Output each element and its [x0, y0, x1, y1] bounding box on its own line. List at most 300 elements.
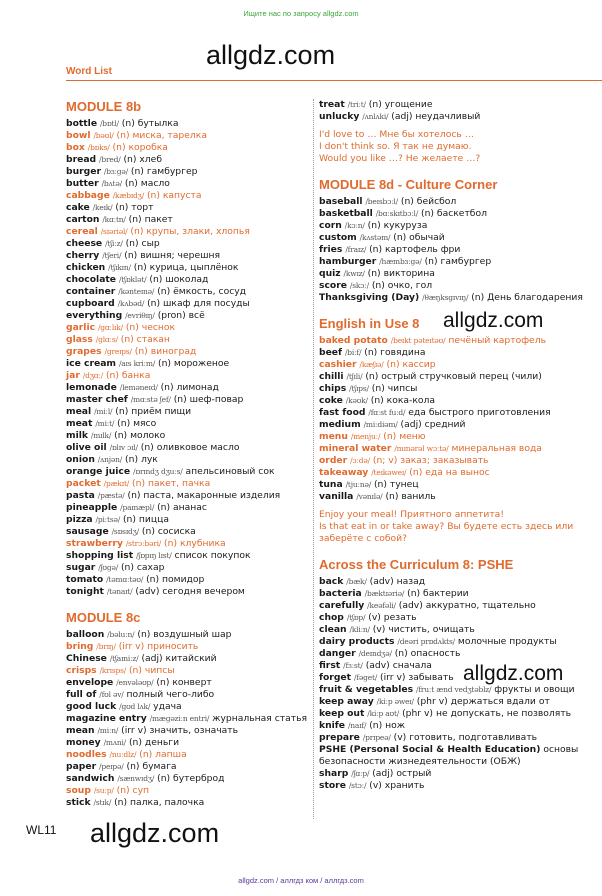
transcription: /tʃɒp/ — [346, 613, 366, 622]
translation: лапша — [155, 749, 187, 760]
entry-list — [319, 335, 602, 503]
headword: baseball — [319, 196, 363, 207]
headword: cereal — [66, 226, 98, 237]
headword: mean — [66, 725, 95, 736]
part-of-speech: (n) — [124, 178, 138, 189]
translation: хранить — [384, 780, 425, 791]
headword: coke — [319, 395, 343, 406]
word-entry — [66, 118, 310, 130]
part-of-speech: (n) — [121, 118, 135, 129]
transcription: /beɪsbɔːl/ — [365, 197, 398, 206]
transcription: /hæmbɜːgə/ — [379, 257, 422, 266]
transcription: /bəluːn/ — [107, 630, 135, 639]
word-entry — [66, 370, 310, 382]
translation: ананас — [173, 502, 207, 513]
word-entry — [319, 280, 602, 292]
word-entry — [66, 653, 310, 665]
headword: envelope — [66, 677, 114, 688]
translation: журнальная статья — [212, 713, 308, 724]
translation: оливковое масло — [156, 442, 240, 453]
word-entry — [319, 576, 602, 588]
part-of-speech: (n) — [127, 490, 141, 501]
transcription: /evriθɪŋ/ — [125, 311, 155, 320]
translation: коробка — [128, 142, 168, 153]
transcription: /mɪnərəl wɔːtə/ — [394, 444, 449, 453]
section-heading: MODULE 8d - Culture Corner — [319, 177, 498, 192]
headword: olive oil — [66, 442, 107, 453]
translation: гамбургер — [440, 256, 492, 267]
headword: knife — [319, 720, 346, 731]
translation: аккуратно, тщательно — [425, 600, 536, 611]
word-entry — [66, 238, 310, 250]
translation: тунец — [389, 479, 419, 490]
headword: grapes — [66, 346, 102, 357]
translation: резать — [383, 612, 417, 623]
translation: печёный картофель — [448, 335, 546, 346]
phrase-list — [319, 509, 602, 545]
part-of-speech: (n) — [134, 346, 148, 357]
word-entry — [66, 586, 310, 598]
headword: paper — [66, 761, 97, 772]
headword: corn — [319, 220, 342, 231]
transcription: /mægəziːn entri/ — [149, 714, 210, 723]
transcription: /keəfəli/ — [367, 601, 396, 610]
transcription: /ʃɒpɪŋ lɪst/ — [136, 551, 172, 560]
headword: tomato — [66, 574, 104, 585]
watermark-lower-right: allgdz.com — [463, 662, 564, 685]
word-entry — [66, 797, 310, 809]
translation: деньги — [144, 737, 180, 748]
headword: beef — [319, 347, 343, 358]
translation: День благодарения — [487, 292, 583, 303]
transcription: /kwɪz/ — [343, 269, 365, 278]
word-entry — [319, 720, 602, 732]
word-entry — [66, 490, 310, 502]
transcription: /ʃɑːp/ — [351, 769, 370, 778]
header-rule — [66, 80, 602, 81]
headword: keep out — [319, 708, 365, 719]
part-of-speech: (n) — [128, 214, 142, 225]
transcription: /kiːp aʊt/ — [367, 709, 400, 718]
transcription: /sɪəriəl/ — [100, 227, 128, 236]
headword: cherry — [66, 250, 100, 261]
transcription: /tʃaɪniːz/ — [109, 654, 139, 663]
section-heading: Across the Curriculum 8: PSHE — [319, 557, 514, 572]
translation: приём пищи — [131, 406, 192, 417]
translation: хлеб — [139, 154, 163, 165]
word-entry — [319, 256, 602, 268]
translation: острый стручковый перец (чили) — [381, 371, 542, 382]
headword: keep away — [319, 696, 374, 707]
part-of-speech: (n) — [156, 677, 170, 688]
transcription: /tʃɪps/ — [349, 384, 369, 393]
transcription: /aɪs kriːm/ — [118, 359, 156, 368]
word-entry — [66, 346, 310, 358]
transcription: /kæʃɪə/ — [359, 360, 384, 369]
headword: Thanksgiving (Day) — [319, 292, 420, 303]
watermark-bottom: allgdz.com — [90, 818, 220, 848]
headword: bacteria — [319, 588, 362, 599]
word-entry — [66, 262, 310, 274]
word-entry — [319, 395, 602, 407]
transcription: /sɒsɪdʒ/ — [111, 527, 139, 536]
part-of-speech: (n) — [364, 347, 378, 358]
word-entry — [319, 636, 602, 648]
part-of-speech: (n) — [373, 479, 387, 490]
transcription: /ʌnlʌki/ — [362, 112, 389, 121]
translation: масло — [140, 178, 170, 189]
translation: еда на вынос — [425, 467, 490, 478]
word-entry — [319, 455, 602, 467]
headword: crisps — [66, 665, 97, 676]
headword: quiz — [319, 268, 341, 279]
word-entry — [66, 526, 310, 538]
phrase-list — [319, 129, 602, 165]
part-of-speech: (n) — [146, 574, 160, 585]
headword: onion — [66, 454, 95, 465]
headword: menu — [319, 431, 348, 442]
headword: container — [66, 286, 116, 297]
part-of-speech: (n) — [368, 99, 382, 110]
headword: chilli — [319, 371, 344, 382]
word-entry — [66, 334, 310, 346]
part-of-speech: (n) — [126, 761, 140, 772]
translation: сахар — [136, 562, 165, 573]
phrase-line: Would you like …? Не желаете …? — [319, 153, 481, 164]
headword: clean — [319, 624, 347, 635]
transcription: /bæktɪəriə/ — [364, 589, 405, 598]
headword: full of — [66, 689, 97, 700]
part-of-speech: (n) — [365, 371, 379, 382]
headword: baked potato — [319, 335, 388, 346]
column-divider — [313, 99, 314, 819]
word-entry — [319, 220, 602, 232]
phrase-line: I'd love to … Мне бы хотелось … — [319, 129, 474, 140]
part-of-speech: (adv) — [365, 660, 390, 671]
part-of-speech: (n) — [371, 280, 385, 291]
transcription: /gɑːlɪk/ — [97, 323, 123, 332]
translation: пакет, пачка — [147, 478, 211, 489]
part-of-speech: (v) — [393, 732, 407, 743]
transcription: /bɜːgə/ — [103, 167, 128, 176]
transcription: /tʃeri/ — [102, 251, 122, 260]
translation: приносить — [147, 641, 199, 652]
transcription: /ɒlɪv ɔɪl/ — [109, 443, 138, 452]
transcription: /peɪpə/ — [99, 762, 124, 771]
word-entry — [319, 407, 602, 419]
word-entry — [319, 196, 602, 208]
transcription: /biːf/ — [344, 348, 362, 357]
part-of-speech: (n) — [369, 244, 383, 255]
translation: удача — [153, 701, 182, 712]
entry-list — [66, 118, 310, 598]
phrase-line: I don't think so. Я так не думаю. — [319, 141, 472, 152]
part-of-speech: (n) — [115, 406, 129, 417]
word-entry — [319, 111, 602, 123]
transcription: /tʃɪli/ — [346, 372, 363, 381]
transcription: /stɔː/ — [348, 781, 367, 790]
headword: noodles — [66, 749, 107, 760]
section-heading: English in Use 8 — [319, 316, 420, 331]
word-entry — [66, 502, 310, 514]
transcription: /tənaɪt/ — [106, 587, 133, 596]
part-of-speech: (n) — [114, 797, 128, 808]
transcription: /bʌtə/ — [101, 179, 122, 188]
translation: пицца — [138, 514, 169, 525]
headword: forget — [319, 672, 352, 683]
transcription: /mʌni/ — [103, 738, 127, 747]
word-entry — [319, 467, 602, 479]
headword: cashier — [319, 359, 357, 370]
word-entry — [66, 574, 310, 586]
transcription: /fruːt ænd vedʒtəblz/ — [416, 685, 492, 694]
entry-list — [319, 99, 602, 123]
headword: sausage — [66, 526, 109, 537]
transcription: /kliːn/ — [349, 625, 370, 634]
transcription: /vənɪlə/ — [356, 492, 383, 501]
translation: бейсбол — [416, 196, 457, 207]
headword: soup — [66, 785, 91, 796]
word-entry — [66, 214, 310, 226]
part-of-speech: (n) — [367, 268, 381, 279]
footer-links[interactable]: allgdz.com / аллгдз ком / аллгдз.com — [238, 876, 364, 885]
word-entry — [66, 394, 310, 406]
part-of-speech: (n) — [133, 262, 147, 273]
right-column — [319, 99, 602, 792]
transcription: /teɪkəweɪ/ — [371, 468, 407, 477]
part-of-speech: (n) — [130, 226, 144, 237]
translation: молочные продукты — [457, 636, 557, 647]
part-of-speech: (irr v) — [380, 672, 406, 683]
word-entry — [66, 773, 310, 785]
word-entry — [66, 190, 310, 202]
phrase-line: Is that eat in or take away? Вы будете есть здесь или заберёте с собой? — [319, 521, 574, 544]
word-entry — [66, 677, 310, 689]
part-of-speech: (n) — [367, 220, 381, 231]
transcription: /fɜːst/ — [343, 661, 363, 670]
section-8c — [66, 610, 310, 809]
headword: magazine entry — [66, 713, 147, 724]
transcription: /envələʊp/ — [116, 678, 154, 687]
translation: гамбургер — [146, 166, 198, 177]
part-of-speech: (n) — [120, 334, 134, 345]
headword: strawberry — [66, 538, 123, 549]
part-of-speech: (n) — [157, 286, 171, 297]
translation: чеснок — [141, 322, 176, 333]
transcription: /suːp/ — [93, 786, 114, 795]
word-entry — [319, 208, 602, 220]
headword: first — [319, 660, 341, 671]
word-entry — [319, 244, 602, 256]
translation: чипсы — [144, 665, 175, 676]
headword: butter — [66, 178, 99, 189]
part-of-speech: (n) — [160, 382, 174, 393]
word-entry — [66, 418, 310, 430]
section-8d — [319, 177, 602, 304]
part-of-speech: (irr v) — [121, 725, 147, 736]
part-of-speech: (n) — [173, 394, 187, 405]
part-of-speech: (n) — [112, 142, 126, 153]
word-entry — [319, 648, 602, 660]
word-entry — [319, 99, 602, 111]
transcription: /pækɪt/ — [103, 479, 130, 488]
part-of-speech: (n) — [369, 720, 383, 731]
part-of-speech: (adv) — [369, 576, 394, 587]
translation: меню — [399, 431, 426, 442]
word-entry — [66, 466, 310, 478]
word-entry — [66, 358, 310, 370]
headword: score — [319, 280, 347, 291]
translation: чистить, очищать — [388, 624, 475, 635]
headword: cake — [66, 202, 90, 213]
part-of-speech: (n) — [137, 629, 151, 640]
headword: box — [66, 142, 85, 153]
part-of-speech: (n) — [400, 196, 414, 207]
translation: всё — [188, 310, 205, 321]
headword: pineapple — [66, 502, 118, 513]
transcription: /tjuːnə/ — [345, 480, 372, 489]
word-entry — [66, 154, 310, 166]
headword: good luck — [66, 701, 117, 712]
part-of-speech: (n) — [116, 785, 130, 796]
word-entry — [66, 310, 310, 322]
part-of-speech: (n) — [383, 431, 397, 442]
transcription: /bɑːskɪtbɔːl/ — [375, 209, 419, 218]
transcription: /mɑːstə ʃef/ — [130, 395, 171, 404]
part-of-speech: (n) — [141, 526, 155, 537]
translation: бутылка — [137, 118, 179, 129]
translation: сыр — [141, 238, 160, 249]
headword: chicken — [66, 262, 106, 273]
transcription: /prɪpeə/ — [362, 733, 391, 742]
transcription: /naɪf/ — [347, 721, 367, 730]
translation: значить, означать — [149, 725, 239, 736]
translation: стакан — [136, 334, 170, 345]
headword: store — [319, 780, 346, 791]
transcription: /deəri prɒdʌkts/ — [397, 637, 455, 646]
transcription: /miːn/ — [97, 726, 119, 735]
headword: unlucky — [319, 111, 360, 122]
headword: money — [66, 737, 101, 748]
headword: cupboard — [66, 298, 115, 309]
translation: вишня; черешня — [140, 250, 221, 261]
headword: vanilla — [319, 491, 354, 502]
translation: назад — [396, 576, 426, 587]
translation: викторина — [383, 268, 435, 279]
word-entry — [66, 142, 310, 154]
headword: packet — [66, 478, 101, 489]
headword: milk — [66, 430, 88, 441]
headword: shopping list — [66, 550, 134, 561]
transcription: /tʃɒklət/ — [118, 275, 147, 284]
word-entry — [319, 431, 602, 443]
headword: treat — [319, 99, 345, 110]
headword: meat — [66, 418, 93, 429]
part-of-speech: (v) — [372, 624, 386, 635]
word-entry — [66, 430, 310, 442]
transcription: /bæk/ — [346, 577, 367, 586]
transcription: /təmɑːtəʊ/ — [106, 575, 144, 584]
word-entry — [66, 226, 310, 238]
part-of-speech: (n) — [125, 238, 139, 249]
section-heading: MODULE 8c — [66, 610, 141, 625]
phrase-line: Enjoy your meal! Приятного аппетита! — [319, 509, 504, 520]
part-of-speech: (pron) — [157, 310, 186, 321]
transcription: /kʌstəm/ — [359, 233, 391, 242]
part-of-speech: (phr v) — [416, 696, 448, 707]
word-entry — [319, 443, 602, 455]
headword: stick — [66, 797, 91, 808]
headword: chocolate — [66, 274, 117, 285]
part-of-speech: (n) — [128, 665, 142, 676]
word-entry — [66, 322, 310, 334]
part-of-speech: (adj) — [141, 653, 163, 664]
headword: mineral water — [319, 443, 392, 454]
transcription: /skɔː/ — [349, 281, 369, 290]
transcription: /θæŋksgɪvɪŋ/ — [422, 293, 469, 302]
section-heading: MODULE 8b — [66, 99, 142, 114]
translation: основы безопасности жизнедеятельности (ОБЖ) — [319, 744, 579, 767]
translation: острый — [396, 768, 432, 779]
translation: минеральная вода — [451, 443, 542, 454]
word-entry — [66, 713, 310, 725]
word-entry — [66, 274, 310, 286]
headword: jar — [66, 370, 80, 381]
translation: шоколад — [165, 274, 209, 285]
translation: сначала — [392, 660, 432, 671]
word-entry — [66, 514, 310, 526]
transcription: /keɪk/ — [92, 203, 113, 212]
word-entry — [319, 232, 602, 244]
word-entry — [319, 780, 602, 792]
translation: неудачливый — [415, 111, 481, 122]
transcription: /kɔːn/ — [344, 221, 365, 230]
part-of-speech: (n) — [164, 538, 178, 549]
translation: виноград — [150, 346, 197, 357]
section-8b — [66, 99, 310, 598]
part-of-speech: (n) — [125, 322, 139, 333]
translation: курица, цыплёнок — [149, 262, 239, 273]
translation: говядина — [380, 347, 426, 358]
word-entry — [66, 178, 310, 190]
translation: не допускать, не позволять — [435, 708, 572, 719]
headword: bowl — [66, 130, 91, 141]
word-entry — [66, 538, 310, 550]
word-entry — [319, 383, 602, 395]
part-of-speech: (n) — [124, 250, 138, 261]
part-of-speech: (adv) — [135, 586, 160, 597]
part-of-speech: (n) — [370, 395, 384, 406]
transcription: /stɪk/ — [93, 798, 112, 807]
part-of-speech: (n) — [128, 737, 142, 748]
translation: заказ; заказывать — [400, 455, 489, 466]
transcription: /kəʊk/ — [345, 396, 368, 405]
part-of-speech: (n) — [116, 130, 130, 141]
translation: ваниль — [401, 491, 436, 502]
translation: готовить, подготавливать — [409, 732, 538, 743]
entry-list — [319, 196, 602, 304]
headword: tonight — [66, 586, 104, 597]
part-of-speech: (n) — [157, 358, 171, 369]
part-of-speech: (n) — [123, 154, 137, 165]
translation: кассир — [402, 359, 436, 370]
word-entry — [319, 612, 602, 624]
headword: bottle — [66, 118, 98, 129]
word-list-title: Word List — [66, 66, 112, 77]
word-entry — [66, 286, 310, 298]
transcription: /kiːp əweɪ/ — [376, 697, 414, 706]
word-entry — [66, 665, 310, 677]
